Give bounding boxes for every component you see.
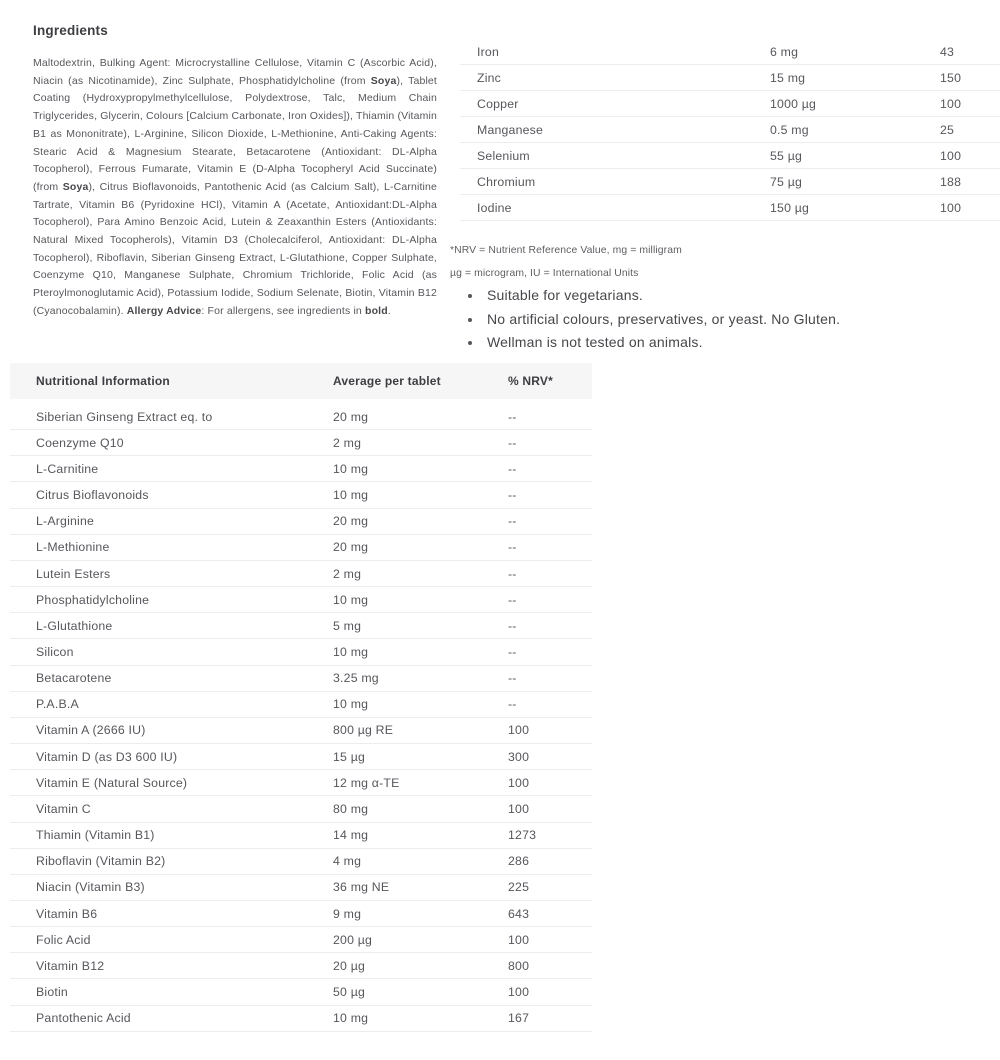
footnote-nrv-definition: *NRV = Nutrient Reference Value, mg = milligram	[450, 245, 682, 256]
nutrient-name: P.A.B.A	[36, 697, 79, 712]
nutrient-nrv: 100	[508, 723, 530, 738]
nutrient-nrv: --	[508, 566, 517, 581]
list-item	[468, 334, 840, 358]
table-row	[10, 718, 592, 744]
table-row	[10, 456, 592, 482]
nutrient-name: Vitamin C	[36, 801, 91, 816]
table-row	[10, 979, 592, 1005]
nutrient-amount: 4 mg	[333, 854, 362, 869]
nutrient-nrv: 225	[508, 880, 530, 895]
nutrient-amount: 0.5 mg	[770, 122, 809, 137]
table-row	[10, 509, 592, 535]
bullet-icon	[468, 318, 472, 322]
table-row	[10, 927, 592, 953]
table-row	[10, 823, 592, 849]
table-row	[10, 535, 592, 561]
nutrient-name: Vitamin B12	[36, 958, 105, 973]
nutrient-nrv: 43	[940, 44, 955, 59]
nutrient-amount: 3.25 mg	[333, 671, 379, 686]
nutrient-nrv: --	[508, 409, 517, 424]
ingredients-heading: Ingredients	[33, 23, 108, 38]
table-row	[10, 875, 592, 901]
table-row	[10, 901, 592, 927]
nutrient-nrv: --	[508, 540, 517, 555]
nutrient-amount: 10 mg	[333, 488, 369, 503]
column-header-nutritional-information: Nutritional Information	[36, 374, 170, 388]
table-row	[10, 404, 592, 430]
nutrient-name: Pantothenic Acid	[36, 1011, 131, 1026]
nutrient-amount: 15 µg	[333, 749, 366, 764]
table-row	[10, 692, 592, 718]
nutrient-name: Vitamin A (2666 IU)	[36, 723, 146, 738]
footnote-units-definition: µg = microgram, IU = International Units	[450, 267, 639, 279]
nutrient-amount: 10 mg	[333, 592, 369, 607]
column-header-percent-nrv: % NRV*	[508, 374, 553, 388]
nutrient-name: Vitamin B6	[36, 906, 98, 921]
nutrient-amount: 10 mg	[333, 697, 369, 712]
nutrient-name: Silicon	[36, 644, 74, 659]
nutrient-amount: 2 mg	[333, 566, 362, 581]
nutrient-nrv: 643	[508, 906, 530, 921]
table-row	[10, 744, 592, 770]
nutrient-nrv: --	[508, 671, 517, 686]
nutrient-nrv: --	[508, 461, 517, 476]
nutrient-name: Siberian Ginseng Extract eq. to	[36, 409, 213, 424]
table-row	[460, 117, 1000, 143]
nutrient-name: Zinc	[477, 70, 502, 85]
ingredients-text: Maltodextrin, Bulking Agent: Microcrystalline Cellulose, Vitamin C (Ascorbic Acid), Niacin (as Nicotinamide), Zinc Sulphate, Phosphatidylcholine (from Soya), Tablet Coating (Hydroxypropylmethylcellulose, Polydextrose, Talc, Medium Chain Triglycerides, Glycerin, Colours [Calcium Carbonate, Iron Oxides]), Thiamin (Vitamin B1 as Mononitrate), L-Arginine, Silicon Dioxide, L-Methionine, Anti-Caking Agents: Stearic Acid & Magnesium Stearate, Betacarotene (Antioxidant: DL-Alpha Tocopherol), Ferrous Fumarate, Vitamin E (D-Alpha Tocopheryl Acid Succinate) (from Soya), Citrus Bioflavonoids, Pantothenic Acid (as Calcium Salt), L-Carnitine Tartrate, Vitamin B6 (Pyridoxine HCl), Vitamin A (Acetate, Antioxidant:DL-Alpha Tocopherol), Para Amino Benzoic Acid, Lutein & Zeaxanthin Esters (Antioxidants: Natural Mixed Tocopherols), Vitamin D3 (Cholecalciferol, Antioxidant: DL-Alpha Tocopherol), Riboflavin, Siberian Ginseng Extract, L-Glutathione, Copper Sulphate, Coenzyme Q10, Manganese Sulphate, Chromium Trichloride, Folic Acid (as Pteroylmonoglutamic Acid), Potassium Iodide, Sodium Selenate, Biotin, Vitamin B12 (Cyanocobalamin). Allergy Advice: For allergens, see ingredients in bold.	[33, 57, 437, 317]
nutrient-nrv: 286	[508, 854, 530, 869]
bullet-icon	[468, 341, 472, 345]
nutrient-name: Copper	[477, 96, 519, 111]
nutrient-amount: 1000 µg	[770, 96, 817, 111]
table-row	[460, 91, 1000, 117]
nutrient-name: Riboflavin (Vitamin B2)	[36, 854, 166, 869]
nutrient-name: Coenzyme Q10	[36, 435, 124, 450]
nutrient-name: Iron	[477, 44, 499, 59]
nutrient-nrv: 100	[940, 148, 962, 163]
table-row	[460, 169, 1000, 195]
table-row	[10, 639, 592, 665]
nutrition-table-body	[10, 399, 592, 1032]
nutrient-name: Vitamin D (as D3 600 IU)	[36, 749, 178, 764]
nutrient-nrv: --	[508, 618, 517, 633]
nutrient-nrv: --	[508, 488, 517, 503]
nutrient-nrv: 300	[508, 749, 530, 764]
nutrient-nrv: --	[508, 592, 517, 607]
table-row	[10, 770, 592, 796]
nutrient-nrv: 1273	[508, 828, 537, 843]
table-row	[10, 587, 592, 613]
table-row	[10, 482, 592, 508]
nutrient-name: Folic Acid	[36, 932, 91, 947]
claim-text: Suitable for vegetarians.	[487, 287, 643, 303]
nutrient-amount: 20 µg	[333, 958, 366, 973]
nutrient-name: Niacin (Vitamin B3)	[36, 880, 145, 895]
nutrient-nrv: --	[508, 697, 517, 712]
nutrient-amount: 75 µg	[770, 174, 803, 189]
table-row	[460, 195, 1000, 221]
nutrient-amount: 150 µg	[770, 200, 810, 215]
nutrition-table-header	[10, 363, 592, 399]
nutrient-name: Selenium	[477, 148, 530, 163]
nutrient-amount: 200 µg	[333, 932, 373, 947]
nutrient-amount: 10 mg	[333, 1011, 369, 1026]
nutrient-name: L-Arginine	[36, 514, 95, 529]
nutrient-amount: 20 mg	[333, 514, 369, 529]
table-row	[460, 65, 1000, 91]
nutrient-name: Vitamin E (Natural Source)	[36, 775, 188, 790]
nutrient-name: Chromium	[477, 174, 536, 189]
table-row	[10, 953, 592, 979]
table-row	[460, 143, 1000, 169]
nutrient-amount: 55 µg	[770, 148, 803, 163]
minerals-table	[460, 39, 1000, 221]
nutrient-name: Betacarotene	[36, 671, 112, 686]
nutrient-amount: 10 mg	[333, 461, 369, 476]
nutrient-amount: 2 mg	[333, 435, 362, 450]
nutrient-name: Lutein Esters	[36, 566, 111, 581]
nutrient-name: Phosphatidylcholine	[36, 592, 150, 607]
nutrient-amount: 80 mg	[333, 801, 369, 816]
bullet-icon	[468, 294, 472, 298]
table-row	[10, 430, 592, 456]
column-header-average-per-tablet: Average per tablet	[333, 374, 441, 388]
claim-text: Wellman is not tested on animals.	[487, 334, 703, 351]
nutrient-nrv: 100	[508, 932, 530, 947]
table-row	[10, 849, 592, 875]
nutrient-nrv: 188	[940, 174, 962, 189]
nutrient-amount: 14 mg	[333, 828, 369, 843]
nutrient-name: Thiamin (Vitamin B1)	[36, 828, 155, 843]
nutrient-amount: 20 mg	[333, 540, 369, 555]
claim-text: No artificial colours, preservatives, or yeast. No Gluten.	[487, 310, 841, 327]
list-item	[468, 311, 840, 335]
nutrient-amount: 9 mg	[333, 906, 362, 921]
nutrient-name: L-Methionine	[36, 540, 110, 555]
nutrient-amount: 15 mg	[770, 70, 806, 85]
table-row	[10, 796, 592, 822]
product-claims-list	[468, 287, 840, 358]
nutrient-nrv: 167	[508, 1011, 530, 1026]
nutrient-nrv: 25	[940, 122, 955, 137]
nutrient-amount: 5 mg	[333, 618, 362, 633]
nutrient-amount: 6 mg	[770, 44, 799, 59]
nutrient-amount: 800 µg RE	[333, 723, 394, 738]
nutrient-nrv: 100	[508, 775, 530, 790]
nutrient-amount: 12 mg α-TE	[333, 775, 400, 790]
nutrient-nrv: 100	[940, 200, 962, 215]
nutrient-name: L-Carnitine	[36, 461, 99, 476]
table-row	[10, 666, 592, 692]
nutrient-name: Biotin	[36, 985, 68, 1000]
nutrient-name: Iodine	[477, 200, 512, 215]
nutrient-nrv: 150	[940, 70, 962, 85]
nutrient-amount: 20 mg	[333, 409, 369, 424]
nutrition-table	[10, 363, 592, 1032]
table-row	[10, 1006, 592, 1032]
nutrient-name: Manganese	[477, 122, 544, 137]
nutrient-nrv: --	[508, 435, 517, 450]
table-row	[10, 613, 592, 639]
nutrient-nrv: 800	[508, 958, 530, 973]
nutrient-amount: 10 mg	[333, 644, 369, 659]
nutrient-amount: 36 mg NE	[333, 880, 390, 895]
nutrient-nrv: 100	[508, 985, 530, 1000]
nutrient-name: Citrus Bioflavonoids	[36, 488, 149, 503]
footnotes	[450, 245, 682, 290]
nutrient-nrv: 100	[940, 96, 962, 111]
nutrient-nrv: 100	[508, 801, 530, 816]
nutrient-name: L-Glutathione	[36, 618, 113, 633]
nutrient-amount: 50 µg	[333, 985, 366, 1000]
table-row	[10, 561, 592, 587]
table-row	[460, 39, 1000, 65]
nutrient-nrv: --	[508, 644, 517, 659]
list-item	[468, 287, 840, 311]
nutrient-nrv: --	[508, 514, 517, 529]
